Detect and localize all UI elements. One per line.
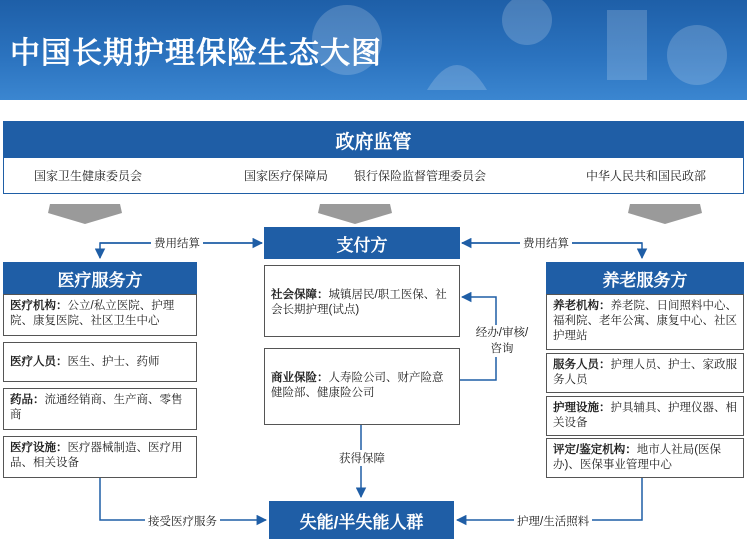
care-services-label: 护理/生活照料 (514, 513, 592, 529)
fee-settlement-left-label: 费用结算 (151, 235, 203, 251)
elderly-item-text: 地市人社局(医保办)、医保事业管理中心 (553, 444, 722, 471)
medical-item (3, 294, 197, 336)
elderly-item (546, 438, 744, 478)
commercial-insurance-label: 商业保险： (271, 372, 329, 384)
medical-item-label: 医疗设施： (10, 442, 68, 454)
government-heading: 政府监管 (4, 122, 743, 158)
elderly-item (546, 294, 744, 350)
medical-heading: 医疗服务方 (3, 262, 197, 294)
elderly-item-label: 养老机构： (553, 300, 611, 312)
gov-arrow-center-icon (318, 204, 392, 224)
social-insurance-box (264, 265, 460, 337)
target-group: 失能/半失能人群 (269, 501, 454, 539)
elderly-item-label: 评定/鉴定机构： (553, 444, 637, 456)
elderly-item-text: 护理人员、护士、家政服务人员 (553, 359, 737, 386)
gov-arrow-left-icon (48, 204, 122, 224)
social-insurance-text: 城镇居民/职工医保、社会长期护理(试点) (271, 289, 447, 316)
medical-item (3, 342, 197, 382)
agency-nhsa: 国家医疗保障局 (244, 169, 329, 183)
medical-item-text: 流通经销商、生产商、零售商 (10, 394, 183, 421)
agency-review-label: 经办/审核/咨询 (470, 325, 534, 357)
medical-item-label: 药品： (10, 394, 45, 406)
commercial-insurance-box (264, 348, 460, 425)
social-insurance-label: 社会保障： (271, 289, 329, 301)
payer-heading: 支付方 (264, 227, 460, 259)
elderly-item (546, 353, 744, 393)
elderly-item-text: 护具辅具、护理仪器、相关设备 (553, 402, 737, 429)
medical-item-text: 医生、护士、药师 (67, 356, 160, 368)
fee-settlement-right-label: 费用结算 (520, 235, 572, 251)
elderly-heading: 养老服务方 (546, 262, 744, 294)
medical-item-label: 医疗机构： (10, 300, 68, 312)
medical-item-text: 公立/私立医院、护理院、康复医院、社区卫生中心 (10, 300, 175, 327)
receive-coverage-label: 获得保障 (336, 450, 388, 466)
page-title: 中国长期护理保险生态大图 (10, 36, 382, 71)
agency-mca: 中华人民共和国民政部 (586, 169, 707, 183)
receive-medical-label: 接受医疗服务 (145, 513, 220, 529)
elderly-item-label: 服务人员： (553, 359, 611, 371)
medical-item-label: 医疗人员： (10, 356, 68, 368)
elderly-item-text: 养老院、日间照料中心、福利院、老年公寓、康复中心、社区护理站 (553, 300, 737, 342)
medical-item (3, 436, 197, 478)
medical-item-text: 医疗器械制造、医疗用品、相关设备 (10, 442, 183, 469)
medical-item (3, 388, 197, 430)
agency-nhc: 国家卫生健康委员会 (34, 169, 143, 183)
elderly-item (546, 396, 744, 436)
elderly-item-label: 护理设施： (553, 402, 611, 414)
commercial-insurance-text: 人寿险公司、财产险意健险部、健康险公司 (271, 372, 444, 399)
gov-arrow-right-icon (628, 204, 702, 224)
agency-cbirc: 银行保险监督管理委员会 (354, 169, 487, 183)
